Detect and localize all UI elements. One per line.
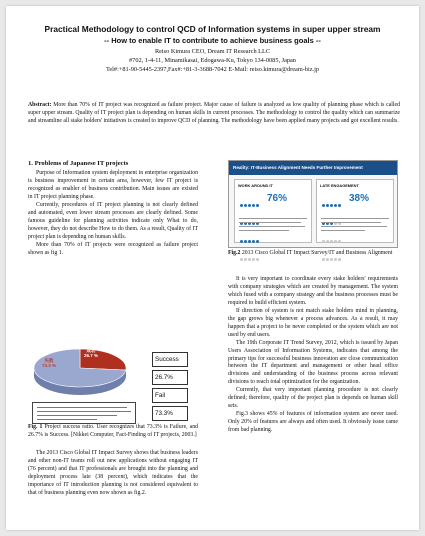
figure-1-caption-text: Project success ratio. User recognizes that 73.3% is Failure, and 26.7% is Success. [Nikkei Computer, Fact-Finding of IT projects, 2003.] bbox=[28, 424, 198, 438]
figure-1 bbox=[28, 342, 179, 424]
late-engagement-title: LATE ENGAGEMENT bbox=[320, 183, 359, 188]
right-paragraph: It is very important to coordinate every stake holders' requirements with company strategies which are created by management. The system which fused with a company strategy and the business processes must be required to build efficient system. bbox=[228, 276, 398, 306]
person-dot bbox=[256, 204, 259, 207]
author-line: Reiso Kimura CEO, Dream IT Research LLC bbox=[154, 48, 271, 55]
person-dot bbox=[322, 204, 325, 207]
figure-2-header: Reality: IT-Business Alignment Needs Further Improvement bbox=[229, 161, 397, 175]
right-paragraph: The 19th Corporate IT Trend Survey, 2012, which is issued by Japan Users Association of Information Systems, indicates that among the primary tips for successful business innovation are close communication between the IT department and management or other head office divisions and understanding of the business process across relevant divisions to reach total optimization for the organization. bbox=[228, 339, 398, 386]
right-paragraph: Fig.3 shows 45% of features of information system are never used. Only 20% of features are always and often used. It obviously issue came from bad planning. bbox=[228, 411, 398, 434]
paper-title: Practical Methodology to control QCD of Information systems in super upper stream bbox=[44, 24, 381, 34]
person-dot bbox=[240, 204, 243, 207]
person-dot bbox=[256, 240, 259, 243]
left-paragraph: The 2013 Cisco Global IT Impact Survey shows that business leaders and other non-IT teams roll out new applications without engaging IT (76 percent) and that IT professionals are brought into the planning and deployment process late (38 percent), which indicates that the importance of IT introduction planning is not considered equivalent to that of business planning even now shown as fig.2. bbox=[28, 450, 198, 496]
pie-fail-label: 失敗 73.3 % bbox=[42, 358, 57, 368]
left-paragraph: Purpose of Information system deployment in enterprise organization is business improvement in certain area, however, few IT project is recognized as enabler of business contribution. Main issues are existed in IT project planning phase. bbox=[28, 170, 198, 200]
work-around-panel bbox=[234, 179, 312, 243]
left-paragraph: More than 70% of IT projects were recognized as failure project shown as fig 1. bbox=[28, 241, 198, 256]
left-paragraph: Currently, procedures of IT project planning is not clearly defined and automated, even lower stream processes are clearly defined. Some famous guideline for planning activities indicate only What to do, however, they do not describe How to do them. As a result, Quality of IT project plan is depending on human skills. bbox=[28, 201, 198, 240]
legend-success-label: Success bbox=[152, 352, 188, 367]
right-column bbox=[228, 276, 398, 435]
left-column-top bbox=[28, 170, 198, 257]
person-dot bbox=[252, 204, 255, 207]
paper-subtitle: -- How to enable IT to contribute to achieve business goals -- bbox=[104, 36, 321, 45]
figure-1-caption-label: Fig. 1 bbox=[28, 424, 43, 430]
section1-heading: 1. Problems of Japanese IT projects bbox=[28, 160, 129, 167]
person-dot bbox=[326, 204, 329, 207]
person-dot bbox=[244, 204, 247, 207]
right-paragraph: If direction of system is not match stake holders mind in planning, the gap grows big whenever a process advances. As a result, it may happen that a project to be never completed or the system which are not used by end users. bbox=[228, 307, 398, 338]
person-dot bbox=[334, 240, 337, 243]
right-paragraph: Currently, that very important planning procedure is not clearly defined; therefore, quality of the project plan is depends on human skill sets. bbox=[228, 387, 398, 410]
person-dot bbox=[338, 204, 341, 207]
person-dot bbox=[240, 240, 243, 243]
work-around-title: WORK AROUND IT bbox=[238, 183, 273, 188]
figure-2-caption-text: 2013 Cisco Global IT Impact Survey/IT and Business Alignment bbox=[240, 250, 393, 256]
figure-1-source-note bbox=[32, 402, 136, 424]
person-dot bbox=[338, 240, 341, 243]
person-dot bbox=[334, 204, 337, 207]
person-dot bbox=[248, 204, 251, 207]
late-engagement-panel bbox=[316, 179, 394, 243]
legend-fail-label: Fail bbox=[152, 388, 188, 403]
work-around-dots bbox=[239, 194, 261, 214]
pie-success-label: 成功 26.7 % bbox=[84, 348, 99, 358]
left-column-bottom bbox=[28, 450, 198, 498]
person-dot bbox=[330, 240, 333, 243]
abstract-text: More than 70% of IT project was recognized as failure project. Major cause of failure is analyzed as low quality of planning phase which is called super upper stream. Quality of IT project plan is depending on human skills in current processes. The methodology to control the quality which can summarize and streamline all stake holders' initiatives is created to improve QCD of planning. The methodology have been applied many projects and got excellent results. bbox=[28, 102, 400, 125]
person-dot bbox=[326, 240, 329, 243]
legend-success-value: 26.7% bbox=[152, 370, 188, 385]
person-dot bbox=[252, 240, 255, 243]
person-dot bbox=[322, 240, 325, 243]
legend-fail-value: 73.3% bbox=[152, 406, 188, 421]
address-line: #702, 1-4-11, Minamikasai, Edogawa-Ku, Tokyo 134-0085, Japan bbox=[129, 57, 296, 64]
figure-2-caption-label: Fig.2 bbox=[228, 250, 241, 256]
late-engagement-percent: 38% bbox=[349, 193, 370, 204]
person-dot bbox=[330, 204, 333, 207]
person-dot bbox=[248, 240, 251, 243]
figure-1-caption bbox=[28, 424, 198, 440]
abstract-label: Abstract: bbox=[28, 102, 52, 108]
paper-page bbox=[6, 6, 419, 530]
figure-2 bbox=[228, 160, 398, 248]
figure-2-caption bbox=[228, 250, 398, 258]
person-dot bbox=[244, 240, 247, 243]
contact-line: Tel#:+81-90-5445-2397,Fax#:+81-3-3688-7042 E-Mail: reiso.kimura@dream-biz.jp bbox=[105, 66, 320, 73]
work-around-percent: 76% bbox=[267, 193, 288, 204]
late-engagement-dots bbox=[321, 194, 343, 214]
abstract bbox=[28, 101, 400, 125]
